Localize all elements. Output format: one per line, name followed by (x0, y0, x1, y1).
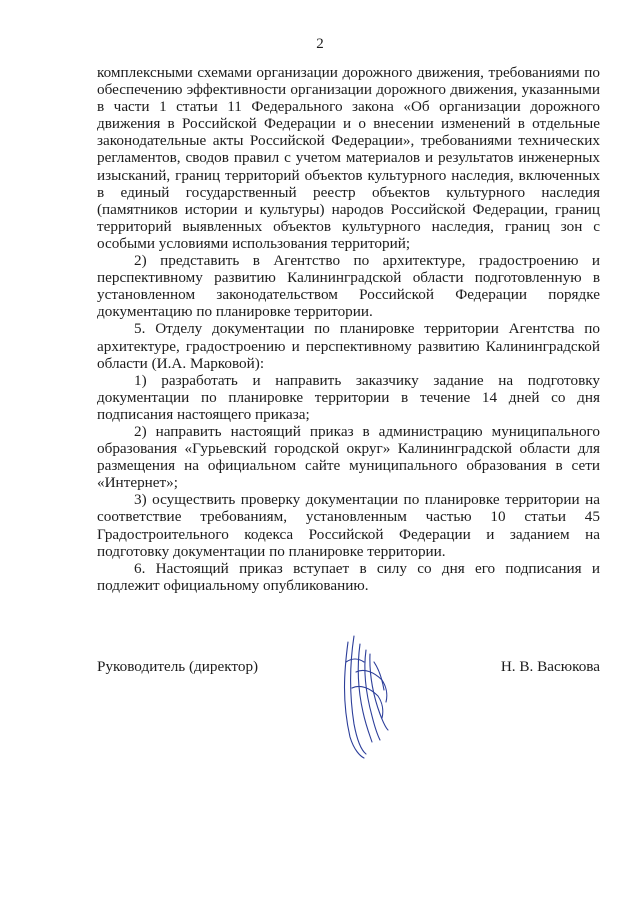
paragraph-section-6: 6. Настоящий приказ вступает в силу со дня его подписания и подлежит официальному опубликованию. (97, 559, 600, 594)
signer-title: Руководитель (директор) (97, 658, 259, 675)
page-number: 2 (316, 36, 324, 52)
paragraph-item-1-develop: 1) разработать и направить заказчику задание на подготовку документации по планировке территории в течение 14 дней со дня подписания настоящего приказа; (97, 371, 600, 423)
paragraph-item-2-submit: 2) представить в Агентство по архитектуре, градостроению и перспективному развитию Калининградской области подготовленную в установленном законодательством Российской Федерации порядке документацию по планировке территории. (97, 252, 600, 321)
paragraph-item-3-verify: 3) осуществить проверку документации по планировке территории на соответствие требованиям, установленным частью 10 статьи 45 Градостроительного кодекса Российской Федерации и заданием на подготовку документации по планировке территории. (97, 491, 600, 560)
paragraph-continuation: комплексными схемами организации дорожного движения, требованиями по обеспечению эффективности организации дорожного движения, указанными в части 1 статьи 11 Федерального закона «Об организации дорожного движения в Российской Федерации и о внесении изменений в отдельные законодательные акты Российской Федерации», требованиями технических регламентов, сводов правил с учетом материалов и результатов инженерных изысканий, границ территорий объектов культурного наследия, включенных в единый государственный реестр объектов культурного наследия (памятников истории и культуры) народов Российской Федерации, границ территорий выявленных объектов культурного наследия, границ зон с особыми условиями использования территорий; (97, 64, 600, 252)
document-body (97, 64, 600, 594)
signer-name: Н. В. Васюкова (500, 658, 600, 675)
paragraph-item-2-send: 2) направить настоящий приказ в администрацию муниципального образования «Гурьевский городской округ» Калининградской области для размещения на официальном сайте муниципального образования в сети «Интернет»; (97, 422, 600, 492)
handwritten-signature (330, 632, 400, 762)
paragraph-section-5: 5. Отделу документации по планировке территории Агентства по архитектуре, градостроению и перспективному развитию Калининградской области (И.А. Марковой): (97, 320, 600, 372)
